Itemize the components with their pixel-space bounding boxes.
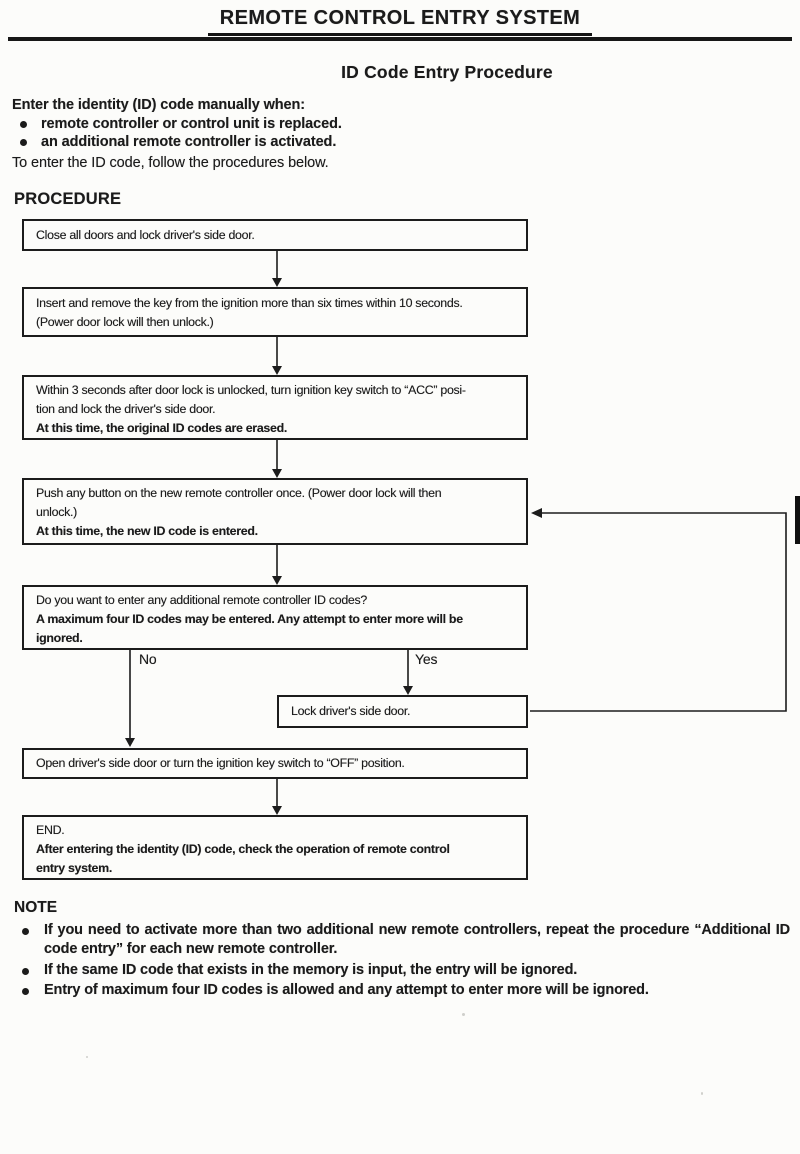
step-text-emphasis: After entering the identity (ID) code, check the operation of remote control xyxy=(36,842,450,856)
arrowhead-left-icon xyxy=(531,508,542,518)
step-text: tion and lock the driver's side door. xyxy=(36,402,216,416)
step-text: unlock.) xyxy=(36,505,77,519)
bullet-icon xyxy=(22,968,29,975)
branch-label-no: No xyxy=(139,651,157,667)
flow-step-decision-additional-codes xyxy=(22,585,528,650)
note-list xyxy=(14,921,790,1001)
note-item xyxy=(14,961,790,980)
step-text: END. xyxy=(36,823,65,837)
flow-arrow-open-end xyxy=(272,779,282,815)
bullet-icon xyxy=(20,121,27,128)
flow-arrow-step4-step5 xyxy=(272,545,282,585)
intro-bullet-2-text: an additional remote controller is activated. xyxy=(41,134,337,150)
bullet-icon xyxy=(20,139,27,146)
page-edge-mark xyxy=(795,496,800,544)
intro-bullet-1 xyxy=(12,116,342,132)
note-item xyxy=(14,921,790,960)
scan-speck xyxy=(701,1092,703,1095)
flow-step-open-door xyxy=(22,748,528,779)
step-text: Within 3 seconds after door lock is unlocked, turn ignition key switch to “ACC” posi- xyxy=(36,383,466,397)
note-heading: NOTE xyxy=(14,899,58,916)
step-text-emphasis: At this time, the original ID codes are erased. xyxy=(36,421,287,435)
intro-footer: To enter the ID code, follow the procedures below. xyxy=(12,155,329,171)
flow-step-close-doors xyxy=(22,219,528,251)
step-text: Do you want to enter any additional remote controller ID codes? xyxy=(36,593,367,607)
intro-bullet-2 xyxy=(12,134,336,150)
note-item xyxy=(14,981,790,1000)
step-text-emphasis: entry system. xyxy=(36,861,112,875)
note-item-text: Entry of maximum four ID codes is allowed and any attempt to enter more will be ignored. xyxy=(44,981,649,998)
flow-step-lock-door xyxy=(277,695,528,728)
flow-step-acc-position xyxy=(22,375,528,440)
scan-speck xyxy=(462,1013,465,1016)
arrowhead-down-icon xyxy=(125,738,135,747)
procedure-heading: PROCEDURE xyxy=(14,190,122,208)
intro-bullet-1-text: remote controller or control unit is replaced. xyxy=(41,116,342,132)
step-text: Open driver's side door or turn the ignition key switch to “OFF” position. xyxy=(36,756,405,770)
step-text: Close all doors and lock driver's side door. xyxy=(36,228,255,242)
note-item-text: If you need to activate more than two additional new remote controllers, repeat the procedure “Additional ID code entry” for each new remote controller. xyxy=(44,922,790,958)
arrowhead-down-icon xyxy=(272,278,282,287)
bullet-icon xyxy=(22,988,29,995)
arrowhead-down-icon xyxy=(272,806,282,815)
arrowhead-down-icon xyxy=(272,469,282,478)
title-underline-rule xyxy=(208,33,592,36)
arrowhead-down-icon xyxy=(272,366,282,375)
flow-step-push-button xyxy=(22,478,528,545)
flow-step-insert-key xyxy=(22,287,528,337)
step-text: Push any button on the new remote controller once. (Power door lock will then xyxy=(36,486,442,500)
scan-speck xyxy=(86,1056,88,1058)
step-text-emphasis: A maximum four ID codes may be entered. Any attempt to enter more will be xyxy=(36,612,463,626)
arrowhead-down-icon xyxy=(272,576,282,585)
step-text-emphasis: ignored. xyxy=(36,631,83,645)
flow-branch-no xyxy=(125,650,135,747)
flow-feedback-loop xyxy=(530,508,786,711)
intro-lead: Enter the identity (ID) code manually when: xyxy=(12,97,305,113)
section-title: ID Code Entry Procedure xyxy=(341,62,553,82)
flow-arrow-step3-step4 xyxy=(272,440,282,478)
bullet-icon xyxy=(22,928,29,935)
flow-branch-yes xyxy=(403,650,413,695)
step-text: (Power door lock will then unlock.) xyxy=(36,315,214,329)
flow-arrow-step1-step2 xyxy=(272,251,282,287)
step-text: Lock driver's side door. xyxy=(291,704,411,718)
flow-arrow-step2-step3 xyxy=(272,337,282,375)
step-text-emphasis: At this time, the new ID code is entered. xyxy=(36,524,258,538)
step-text: Insert and remove the key from the ignition more than six times within 10 seconds. xyxy=(36,296,463,310)
branch-label-yes: Yes xyxy=(415,651,438,667)
arrowhead-down-icon xyxy=(403,686,413,695)
flow-step-end xyxy=(22,815,528,880)
note-item-text: If the same ID code that exists in the memory is input, the entry will be ignored. xyxy=(44,961,578,978)
header-rule xyxy=(8,37,792,41)
page-title: REMOTE CONTROL ENTRY SYSTEM xyxy=(219,7,581,29)
